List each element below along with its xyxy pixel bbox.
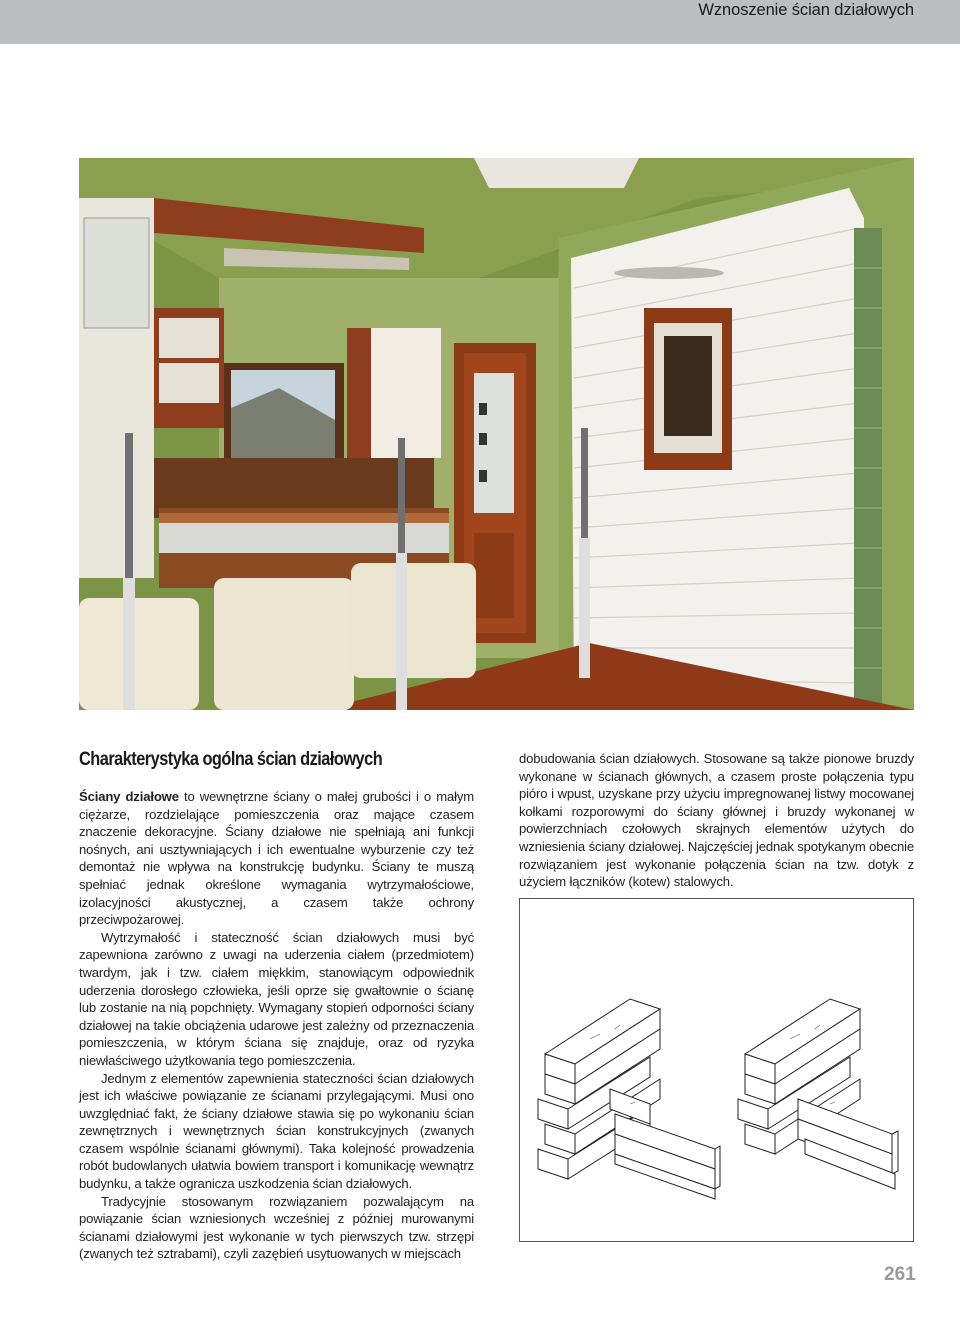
interior-photo-illustration (79, 158, 914, 710)
running-header-title: Wznoszenie ścian działowych (698, 1, 914, 19)
right-text-column (519, 750, 914, 891)
left-text-column (79, 788, 474, 1263)
paragraph-3: Jednym z elementów zapewnienia stateczności ścian działowych jest ich właściwe powiązanie ze ścianami przylegającymi. Musi ono uwzględniać fakt, że ściany działowe stawia się po wykonaniu ścian zewnętrznych i wewnętrznych ścian konstrukcyjnych (zwanych czasem wspólnie ścianami głównymi). Taka kolejność prowadzenia robót budowlanych ułatwia bowiem transport i komunikację wewnątrz budynku, a także ogranicza uszkodzenia ścian działowych. (79, 1070, 474, 1192)
paragraph-1 (79, 788, 474, 929)
page-number: 261 (884, 1264, 916, 1285)
right-wall-assembly (738, 999, 898, 1189)
lead-term: Ściany działowe (79, 789, 179, 804)
paragraph-2: Wytrzymałość i stateczność ścian działowych musi być zapewniona zarówno z uwagi na uderzenia ciałem (przedmiotem) twardym, jak i tzw. ciałem miękkim, stanowiącym odpowiednik uderzenia dorosłego człowieka, jeśli oprze się gwałtownie o ścianę lub zostanie na nią popchnięty. Wymagany stopień odporności ściany działowej na takie obciążenia udarowe jest zależny od przeznaczenia pomieszczenia, w którym ściana się znajduje, oraz od ryzyka niewłaściwego użytkowania tego pomieszczenia. (79, 929, 474, 1068)
left-wall-assembly (538, 999, 720, 1199)
section-title: Charakterystyka ogólna ścian działowych (79, 749, 383, 770)
paragraph-5: dobudowania ścian działowych. Stosowane są także pionowe bruzdy wykonane w ścianach głównych, a czasem proste połączenia typu pióro i wpust, uzyskane przy użyciu impregnowanej listwy mocowanej kołkami rozporowymi do ściany głównej i bruzdy wykonanej w powierzchniach czołowych skrajnych elementów użytych do wzniesienia ściany działowej. Najczęściej jednak spotykanym obecnie rozwiązaniem jest wykonanie połączenia ścian na tzw. dotyk z użyciem łączników (kotew) stalowych. (519, 751, 914, 890)
paragraph-4: Tradycyjnie stosowanym rozwiązaniem pozwalającym na powiązanie ścian wzniesionych wcześniej z później murowanymi ścianami działowymi jest wykonanie w tych pierwszych tzw. strzępi (zwanych też sztrabami), czyli zazębień usytuowanych w miejscach (79, 1193, 474, 1262)
page-header-bar (0, 0, 960, 44)
paragraph-1-body: to wewnętrzne ściany o małej grubości i o małym ciężarze, rozdzielające pomieszczenia oraz mające czasem znaczenie dekoracyjne. Ściany działowe nie spełniają ani funkcji nośnych, ani usztywniających i ich ewentualne wyburzenie czy też demontaż nie wpływa na konstrukcję budynku. Ściany te muszą spełniać jednak określone wymagania wytrzymałościowe, izolacyjności akustycznej, a czasem także ochrony przeciwpożarowej. (79, 789, 475, 928)
wall-connection-drawing (520, 899, 913, 1241)
interior-photo (79, 158, 914, 710)
wall-connection-diagram (519, 898, 914, 1242)
